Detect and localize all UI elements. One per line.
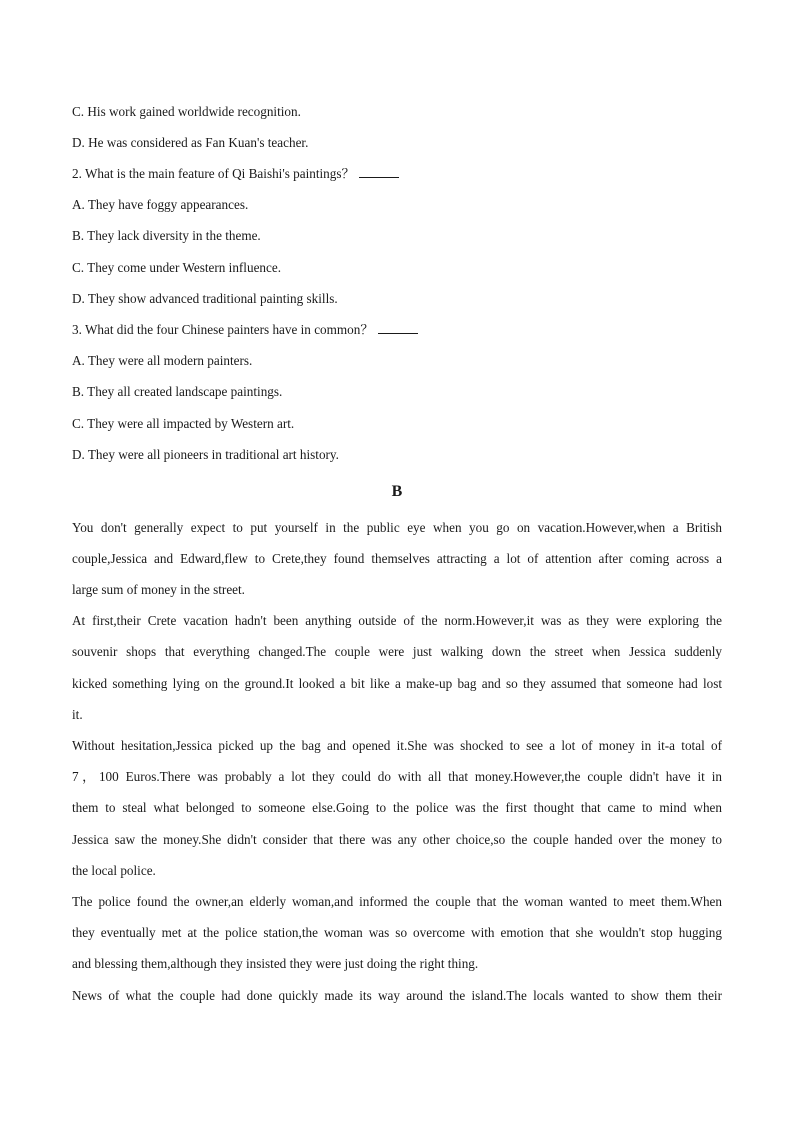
q2-answer-blank <box>359 166 399 178</box>
q3-answer-blank <box>378 322 418 334</box>
q2-option-b: B. They lack diversity in the theme. <box>72 228 261 243</box>
passage-line: them to steal what belonged to someone else.Going to the police was the first thought that came to mind when <box>72 800 722 815</box>
passage-line: they eventually met at the police station,the woman was so overcome with emotion that she wouldn't stop hugging <box>72 925 722 940</box>
passage-line: News of what the couple had done quickly made its way around the island.The locals wanted to show them their <box>72 988 722 1003</box>
passage-line: Without hesitation,Jessica picked up the bag and opened it.She was shocked to see a lot of money in it-a total of <box>72 738 722 753</box>
q2-stem <box>72 166 399 182</box>
q3-option-c: C. They were all impacted by Western art. <box>72 416 295 431</box>
section-b-heading: B <box>391 483 403 500</box>
q3-option-a: A. They were all modern painters. <box>72 353 253 368</box>
q3-stem <box>72 322 418 338</box>
passage-line: large sum of money in the street. <box>72 582 245 597</box>
q2-option-a: A. They have foggy appearances. <box>72 197 249 212</box>
q2-option-d: D. They show advanced traditional painting skills. <box>72 291 338 306</box>
passage-line: You don't generally expect to put yourself in the public eye when you go on vacation.However,when a British <box>72 520 722 535</box>
passage-line: couple,Jessica and Edward,flew to Crete,they found themselves attracting a lot of attention after coming across a <box>72 551 722 566</box>
passage-line: Jessica saw the money.She didn't consider that there was any other choice,so the couple handed over the money to <box>72 832 722 847</box>
q1-option-c: C. His work gained worldwide recognition. <box>72 104 301 119</box>
q1-option-d: D. He was considered as Fan Kuan's teacher. <box>72 135 309 150</box>
passage-line: the local police. <box>72 863 156 878</box>
q2-option-c: C. They come under Western influence. <box>72 260 282 275</box>
passage-line: kicked something lying on the ground.It looked a bit like a make-up bag and so they assumed that someone had lost <box>72 676 722 691</box>
passage-line: 7，100 Euros.There was probably a lot they could do with all that money.However,the couple didn't have it in <box>72 769 722 784</box>
q2-stem-text: 2. What is the main feature of Qi Baishi's paintings？ <box>72 166 355 181</box>
passage-line: souvenir shops that everything changed.The couple were just walking down the street when Jessica suddenly <box>72 644 722 659</box>
passage-line: it. <box>72 707 83 722</box>
passage-line: The police found the owner,an elderly woman,and informed the couple that the woman wanted to meet them.When <box>72 894 722 909</box>
q3-option-d: D. They were all pioneers in traditional art history. <box>72 447 339 462</box>
q3-option-b: B. They all created landscape paintings. <box>72 384 283 399</box>
passage-line: and blessing them,although they insisted they were just doing the right thing. <box>72 956 479 971</box>
passage-line: At first,their Crete vacation hadn't been anything outside of the norm.However,it was as they were exploring the <box>72 613 722 628</box>
q3-stem-text: 3. What did the four Chinese painters have in common？ <box>72 322 374 337</box>
